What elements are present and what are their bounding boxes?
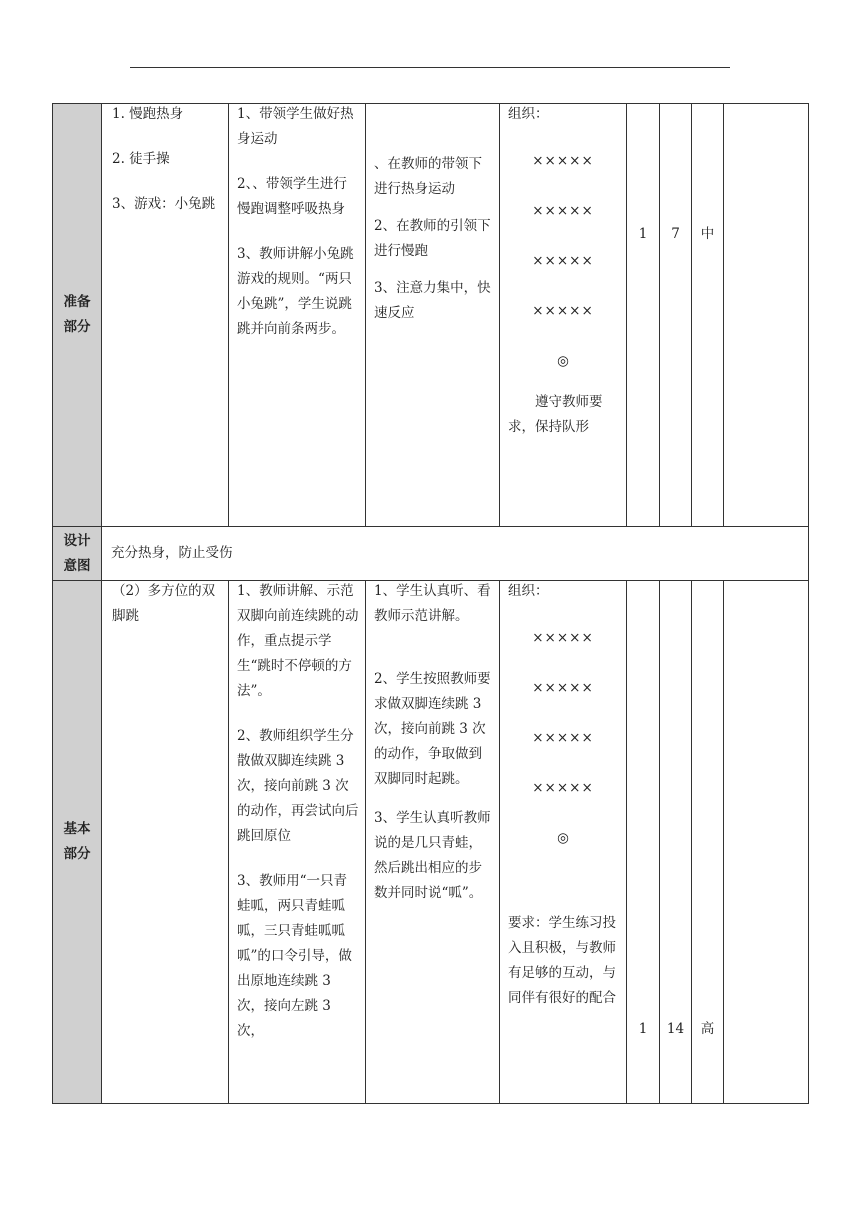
- teacher-step: 3、教师用“一只青蛙呱，两只青蛙呱呱，三只青蛙呱呱呱”的口令引导，做出原地连续跳 3 次，接向左跳 3 次，: [237, 873, 352, 1039]
- intensity-cell: [692, 581, 724, 1104]
- content-cell: [102, 104, 229, 527]
- teacher-activity-cell: [229, 104, 366, 527]
- lesson-plan-table: [52, 103, 809, 1104]
- teacher-mark: ◎: [557, 830, 569, 846]
- formation-row: ×××××: [532, 780, 594, 796]
- organization-cell: [500, 104, 627, 527]
- table-row-preparation: [53, 104, 809, 527]
- table-row-basic: [53, 581, 809, 1104]
- content-item: 3、游戏：小兔跳: [112, 196, 216, 212]
- section-label-line2: 意图: [63, 557, 91, 574]
- intensity-value: 高: [700, 1021, 715, 1037]
- org-title: 组织：: [508, 106, 549, 122]
- intensity-value: 中: [700, 226, 715, 242]
- teacher-mark: ◎: [557, 353, 569, 369]
- section-label-line1: 准备: [63, 294, 91, 310]
- teacher-step: 1、教师讲解、示范双脚向前连续跳的动作，重点提示学生“跳时不停顿的方法”。: [237, 583, 359, 699]
- minutes-value: 7: [671, 226, 680, 242]
- teacher-step: 1、带领学生做好热身运动: [237, 106, 354, 147]
- design-intent-text: 充分热身，防止受伤: [111, 545, 233, 561]
- formation-row: ×××××: [532, 203, 594, 219]
- minutes-cell: [660, 581, 692, 1104]
- section-label-preparation: [53, 104, 102, 527]
- minutes-value: 14: [666, 1021, 685, 1037]
- org-note: 要求：学生练习投入且积极，与教师有足够的互动，与同伴有很好的配合: [508, 915, 616, 1006]
- times-cell: [627, 104, 660, 527]
- notes-cell: [724, 581, 809, 1104]
- content-item: 2. 徒手操: [112, 151, 170, 167]
- times-value: 1: [638, 1021, 648, 1037]
- section-label-line2: 部分: [63, 846, 91, 862]
- section-label-line2: 部分: [63, 319, 91, 335]
- formation-row: ×××××: [532, 253, 594, 269]
- org-note: 遵守教师要求，保持队形: [508, 394, 603, 435]
- formation-row: ×××××: [532, 153, 594, 169]
- section-label-design-intent: [53, 527, 102, 581]
- org-title: 组织：: [508, 583, 549, 599]
- section-label-basic: [53, 581, 102, 1104]
- student-step: 1、学生认真听、看教师示范讲解。: [374, 583, 491, 624]
- formation-row: ×××××: [532, 730, 594, 746]
- minutes-cell: [660, 104, 692, 527]
- student-activity-cell: [366, 581, 500, 1104]
- times-cell: [627, 581, 660, 1104]
- teacher-step: 2、教师组织学生分散做双脚连续跳 3 次，接向前跳 3 次的动作，再尝试向后跳回原位: [237, 728, 359, 844]
- section-label-line1: 基本: [63, 821, 91, 837]
- student-step: 2、在教师的引领下进行慢跑: [374, 218, 491, 259]
- notes-cell: [724, 104, 809, 527]
- times-value: 1: [638, 226, 648, 242]
- teacher-step: 2、、带领学生进行慢跑调整呼吸热身: [237, 176, 347, 217]
- section-label-line1: 设计: [63, 532, 91, 549]
- student-step: 3、注意力集中，快速反应: [374, 280, 491, 321]
- organization-cell: [500, 581, 627, 1104]
- table-row-design-intent: [53, 527, 809, 581]
- teacher-step: 3、教师讲解小兔跳游戏的规则。“两只小兔跳”，学生说跳跳并向前条两步。: [237, 246, 354, 337]
- design-intent-cell: [102, 527, 809, 581]
- content-cell: [102, 581, 229, 1104]
- formation-row: ×××××: [532, 630, 594, 646]
- student-step: 3、学生认真听教师说的是几只青蛙，然后跳出相应的步数并同时说“呱”。: [374, 810, 491, 901]
- student-activity-cell: [366, 104, 500, 527]
- header-rule: [130, 67, 730, 68]
- formation-row: ×××××: [532, 303, 594, 319]
- intensity-cell: [692, 104, 724, 527]
- student-step: 2、学生按照教师要求做双脚连续跳 3 次，接向前跳 3 次的动作，争取做到双脚同时起跳。: [374, 671, 491, 787]
- content-item: 1. 慢跑热身: [112, 106, 184, 122]
- content-item: （2）多方位的双脚跳: [112, 583, 216, 624]
- formation-row: ×××××: [532, 680, 594, 696]
- student-step: 、在教师的带领下进行热身运动: [374, 156, 482, 197]
- teacher-activity-cell: [229, 581, 366, 1104]
